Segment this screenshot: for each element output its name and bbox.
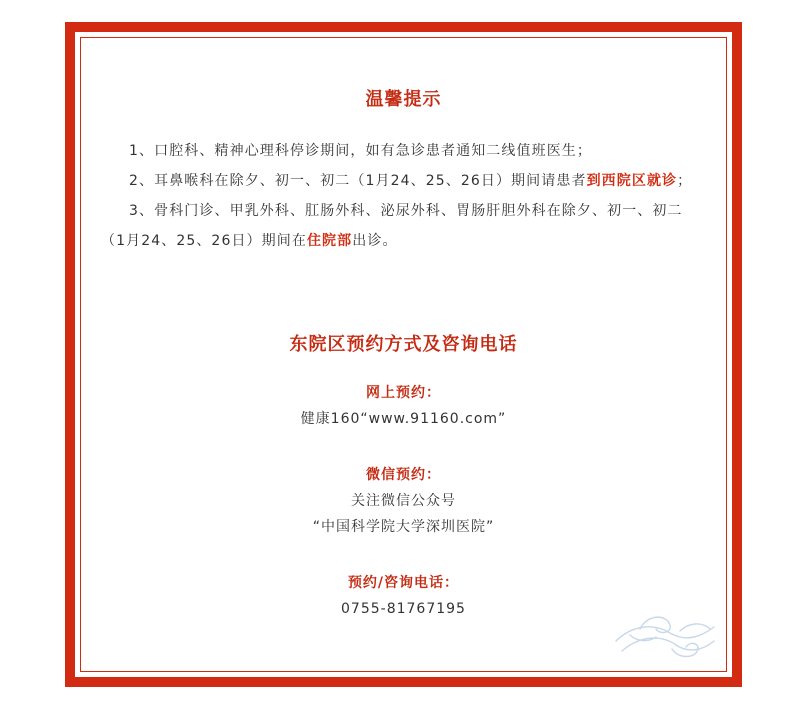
notice-title: 温馨提示 xyxy=(365,89,442,110)
online-booking-value: 健康160“www.91160.com” xyxy=(300,411,507,427)
frame-inner xyxy=(75,32,732,677)
notice-item-1-text: 1、口腔科、精神心理科停诊期间，如有急诊患者通知二线值班医生； xyxy=(129,143,593,159)
online-booking-block xyxy=(101,380,706,432)
phone-booking-value: 0755-81767195 xyxy=(341,601,466,617)
notice-item-2-highlight: 到西院区就诊 xyxy=(586,173,678,189)
notice-item-3 xyxy=(101,196,706,256)
online-booking-label: 网上预约： xyxy=(366,385,441,401)
notice-item-2 xyxy=(101,166,706,196)
booking-title: 东院区预约方式及咨询电话 xyxy=(289,334,518,355)
wechat-booking-line-2: “中国科学院大学深圳医院” xyxy=(312,519,495,535)
notice-item-2-text: 2、耳鼻喉科在除夕、初一、初二（1月24、25、26日）期间请患者 xyxy=(129,173,587,189)
phone-booking-label: 预约/咨询电话： xyxy=(347,575,460,591)
notice-item-3-highlight: 住院部 xyxy=(306,233,353,249)
notice-item-2-end: ； xyxy=(677,173,693,189)
wechat-booking-label: 微信预约： xyxy=(366,467,441,483)
frame-inner-border xyxy=(80,37,727,672)
page-frame xyxy=(65,22,742,687)
notice-item-3-end: 出诊。 xyxy=(352,233,398,249)
notice-list xyxy=(101,136,706,256)
wechat-booking-line-1: 关注微信公众号 xyxy=(351,493,456,509)
wechat-booking-block xyxy=(101,462,706,540)
notice-item-1 xyxy=(101,136,706,166)
decorative-swirl-icon xyxy=(610,605,720,665)
notice-item-3-text: 3、骨科门诊、甲乳外科、肛肠外科、泌尿外科、胃肠肝胆外科在除夕、初一、初二（1月24、25、26日）期间在 xyxy=(101,203,683,249)
